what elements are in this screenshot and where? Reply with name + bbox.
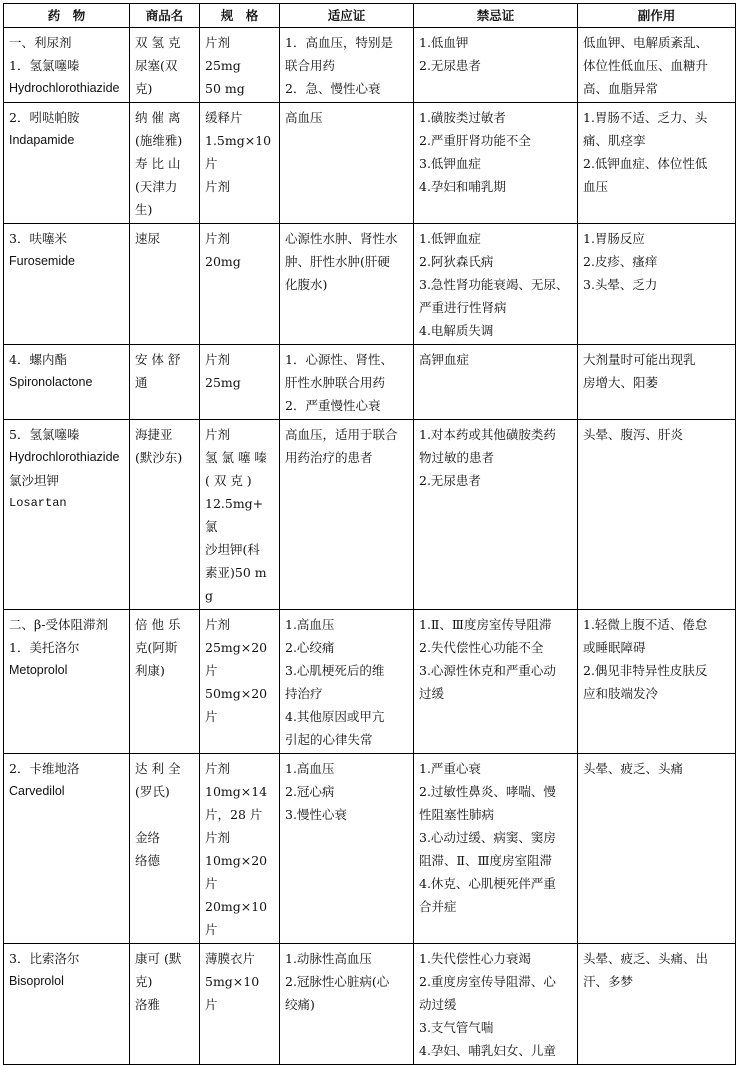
cell-contraindication [414,103,578,224]
header-indication: 适应证 [280,4,414,28]
table-row [4,610,736,754]
cell-contraindication [414,754,578,944]
cell-contraindication [414,28,578,103]
header-brand: 商品名 [130,4,200,28]
cell-line: 4.其他原因或甲亢 [285,709,385,724]
cell-line: 或睡眠障碍 [583,640,646,655]
cell-line: Carvedilol [9,784,65,798]
cell-line: 片剂 [205,830,231,845]
cell-line: 生) [135,202,153,217]
cell-line: 2．卡维地洛 [9,761,80,776]
cell-line: 海捷亚 [135,427,173,442]
cell-line: 氯沙坦钾 [9,473,60,488]
cell-drug [4,420,130,610]
cell-line: 2.冠脉性心脏病(心 [285,974,390,989]
cell-indication [280,944,414,1065]
cell-line: 2.无尿患者 [419,473,481,488]
cell-line: 房增大、阳萎 [583,375,659,390]
cell-line: 3.头晕、乏力 [583,277,658,292]
cell-spec [200,944,280,1065]
cell-line: 高、血脂异常 [583,81,659,96]
cell-line: 4.休克、心肌梗死伴严重 [419,876,556,891]
cell-line: 3.心肌梗死后的维 [285,663,385,678]
cell-line: 头晕、疲乏、头痛、出 [583,951,709,966]
cell-line: Bisoprolol [9,974,64,988]
cell-line: 1.对本药或其他磺胺类药 [419,427,556,442]
cell-line: 10mg×20 片 [205,853,268,891]
cell-brand [130,420,200,610]
cell-line: 寿 比 山 [135,156,181,171]
cell-line: 头晕、腹泻、肝炎 [583,427,684,442]
cell-line: 片，28 片 [205,807,263,822]
cell-line: 2．严重慢性心衰 [285,398,381,413]
section-title: 一、利尿剂 [9,35,72,50]
cell-line: 薄膜衣片 [205,951,256,966]
cell-line: 过缓 [419,686,445,701]
cell-spec [200,345,280,420]
cell-indication [280,224,414,345]
cell-drug [4,345,130,420]
cell-line: 双 氢 克 [135,35,181,50]
cell-indication [280,754,414,944]
cell-line: 50mg×20 片 [205,686,268,724]
cell-indication [280,28,414,103]
cell-spec [200,28,280,103]
cell-line: 肝性水肿联合用药 [285,375,386,390]
cell-line: 片剂 [205,617,231,632]
cell-drug [4,103,130,224]
cell-side-effects [578,420,736,610]
cell-line: Indapamide [9,133,75,147]
cell-line: 络德 [135,853,161,868]
cell-drug [4,28,130,103]
header-drug: 药 物 [4,4,130,28]
cell-line: 4.孕妇和哺乳期 [419,179,506,194]
cell-indication [280,345,414,420]
cell-line: 12.5mg+ 氯 [205,496,264,534]
cell-line: 性阻塞性肺病 [419,807,495,822]
drug-table [3,3,736,1065]
cell-spec [200,103,280,224]
cell-contraindication [414,345,578,420]
cell-line: ( 双 克 ) [205,473,252,488]
cell-line: 通 [135,375,148,390]
cell-side-effects [578,610,736,754]
cell-line: 3.急性肾功能衰竭、无尿、 [419,277,569,292]
cell-line: 血压 [583,179,609,194]
cell-line: 尿塞(双 [135,58,178,73]
cell-line: 3.心动过缓、病窦、窦房 [419,830,556,845]
cell-line: 引起的心律失常 [285,732,373,747]
cell-line: 物过敏的患者 [419,450,495,465]
cell-line: 10mg×14 [205,784,268,799]
cell-side-effects [578,224,736,345]
table-row [4,754,736,944]
cell-line: 体位性低血压、血糖升 [583,58,709,73]
cell-brand [130,103,200,224]
cell-brand [130,224,200,345]
cell-line: 痛、肌痉挛 [583,133,646,148]
cell-side-effects [578,103,736,224]
cell-line: 片剂 [205,352,231,367]
cell-line: 2．吲哒帕胺 [9,110,80,125]
cell-line: Losartan [9,496,67,510]
cell-line: 绞痛) [285,997,315,1012]
cell-line: 3．比索洛尔 [9,951,80,966]
cell-line: 3.慢性心衰 [285,807,347,822]
header-row [4,4,736,28]
cell-line: 高血压 [285,110,323,125]
cell-side-effects [578,28,736,103]
cell-line: 2.失代偿性心功能不全 [419,640,544,655]
cell-line: (施维雅) [135,133,183,148]
cell-indication [280,610,414,754]
cell-drug [4,610,130,754]
cell-line: 20mg×10 片 [205,899,268,937]
table-row [4,28,736,103]
cell-line: 1．美托洛尔 [9,640,80,655]
cell-line: 2.心绞痛 [285,640,335,655]
cell-line: 20mg [205,254,241,269]
cell-side-effects [578,345,736,420]
cell-line: 1．心源性、肾性、 [285,352,393,367]
cell-line: 1.Ⅱ、Ⅲ度房室传导阻滞 [419,617,552,632]
cell-line: 肿、肝性水肿(肝硬 [285,254,390,269]
cell-line: 氢 氯 噻 嗪 [205,450,267,465]
cell-line: 25mg×20 片 [205,640,268,678]
cell-line: Hydrochlorothiazide [9,450,120,464]
cell-line: 1.失代偿性心力衰竭 [419,951,531,966]
cell-line [135,803,194,826]
cell-side-effects [578,754,736,944]
cell-brand [130,944,200,1065]
cell-line: 1.胃肠不适、乏力、头 [583,110,708,125]
cell-line: 2.重度房室传导阻滞、心 [419,974,556,989]
cell-line: 克) [135,81,153,96]
cell-line: 1.严重心衰 [419,761,481,776]
cell-line: (罗氏) [135,784,170,799]
cell-line: 2.无尿患者 [419,58,481,73]
cell-brand [130,345,200,420]
cell-line: Metoprolol [9,663,68,677]
cell-line: 汗、多梦 [583,974,634,989]
cell-line: 2.皮疹、瘙痒 [583,254,658,269]
section-title: 二、β-受体阻滞剂 [9,617,108,632]
cell-line: 阻滞、Ⅱ、Ⅲ度房室阻滞 [419,853,553,868]
cell-line: 1.动脉性高血压 [285,951,372,966]
cell-line: 2.阿狄森氏病 [419,254,494,269]
cell-line: 2.严重肝肾功能不全 [419,133,531,148]
cell-line: 2．急、慢性心衰 [285,81,381,96]
cell-line: 克) [135,974,153,989]
cell-line: 头晕、疲乏、头痛 [583,761,684,776]
cell-line: 片 [205,156,218,171]
header-side-effects: 副作用 [578,4,736,28]
cell-line: 沙坦钾(科 [205,542,260,557]
cell-line: 1.5mg×10 [205,133,272,148]
cell-line: 联合用药 [285,58,336,73]
cell-line: 利康) [135,663,165,678]
cell-line: Spironolactone [9,375,93,389]
cell-line: 低血钾、电解质紊乱、 [583,35,709,50]
cell-line: 片剂 [205,427,231,442]
cell-brand [130,610,200,754]
cell-line: 50 mg [205,81,245,96]
cell-line: 用药治疗的患者 [285,450,373,465]
table-row [4,224,736,345]
cell-line: 应和肢端发冷 [583,686,659,701]
cell-line: 洛雅 [135,997,161,1012]
cell-drug [4,944,130,1065]
table-row [4,944,736,1065]
cell-line: 缓释片 [205,110,243,125]
cell-spec [200,224,280,345]
cell-line: 25mg [205,58,241,73]
cell-line: 达 利 全 [135,761,181,776]
cell-line: 1.低血钾 [419,35,469,50]
cell-contraindication [414,224,578,345]
cell-line: 高钾血症 [419,352,470,367]
cell-line: 康可 (默 [135,951,182,966]
cell-line: 严重进行性肾病 [419,300,507,315]
cell-indication [280,103,414,224]
cell-line: Hydrochlorothiazide [9,81,120,95]
cell-line: 1.高血压 [285,761,335,776]
cell-line: 持治疗 [285,686,323,701]
cell-line: 片剂 [205,761,231,776]
cell-line: 大剂量时可能出现乳 [583,352,696,367]
cell-line: 速尿 [135,231,161,246]
cell-line: 倍 他 乐 [135,617,181,632]
cell-line: 纳 催 离 [135,110,181,125]
header-spec: 规 格 [200,4,280,28]
cell-line: 2.低钾血症、体位性低 [583,156,708,171]
cell-line: 3.心源性休克和严重心动 [419,663,556,678]
cell-line: 3．呋噻米 [9,231,67,246]
cell-line: 4.电解质失调 [419,323,494,338]
cell-line: 2.偶见非特异性皮肤反 [583,663,708,678]
cell-line: 3.支气管气喘 [419,1020,494,1035]
cell-line: 化腹水) [285,277,328,292]
cell-line: Furosemide [9,254,75,268]
cell-line: 4．螺内酯 [9,352,67,367]
cell-drug [4,754,130,944]
cell-line: 1.轻微上腹不适、倦怠 [583,617,708,632]
cell-brand [130,754,200,944]
cell-line: 安 体 舒 [135,352,181,367]
cell-spec [200,754,280,944]
cell-line: (默沙东) [135,450,183,465]
cell-line: 3.低钾血症 [419,156,481,171]
table-row [4,103,736,224]
table-row [4,420,736,610]
cell-spec [200,610,280,754]
cell-line: 1．高血压，特别是 [285,35,393,50]
cell-line: 1.磺胺类过敏者 [419,110,506,125]
cell-drug [4,224,130,345]
cell-line: 克(阿斯 [135,640,178,655]
cell-line: 片剂 [205,35,231,50]
cell-line: 片剂 [205,179,231,194]
cell-contraindication [414,610,578,754]
cell-line: 1.低钾血症 [419,231,481,246]
cell-line: 25mg [205,375,241,390]
cell-line: (天津力 [135,179,178,194]
cell-line: 合并症 [419,899,457,914]
cell-line: 片剂 [205,231,231,246]
cell-brand [130,28,200,103]
cell-line: 金络 [135,830,161,845]
cell-line: 高血压，适用于联合 [285,427,398,442]
table-row [4,345,736,420]
cell-line: 1.高血压 [285,617,335,632]
header-contraindication: 禁忌证 [414,4,578,28]
cell-line: 素亚)50 mg [205,565,267,603]
cell-line: 2.冠心病 [285,784,335,799]
cell-line: 1．氢氯噻嗪 [9,58,80,73]
cell-line: 动过缓 [419,997,457,1012]
cell-spec [200,420,280,610]
cell-indication [280,420,414,610]
cell-line: 2.过敏性鼻炎、哮喘、慢 [419,784,556,799]
cell-line: 心源性水肿、肾性水 [285,231,398,246]
cell-line: 5mg×10 片 [205,974,260,1012]
cell-line: 5．氢氯噻嗪 [9,427,80,442]
cell-contraindication [414,944,578,1065]
cell-side-effects [578,944,736,1065]
cell-line: 1.胃肠反应 [583,231,645,246]
cell-contraindication [414,420,578,610]
cell-line: 4.孕妇、哺乳妇女、儿童 [419,1043,556,1058]
